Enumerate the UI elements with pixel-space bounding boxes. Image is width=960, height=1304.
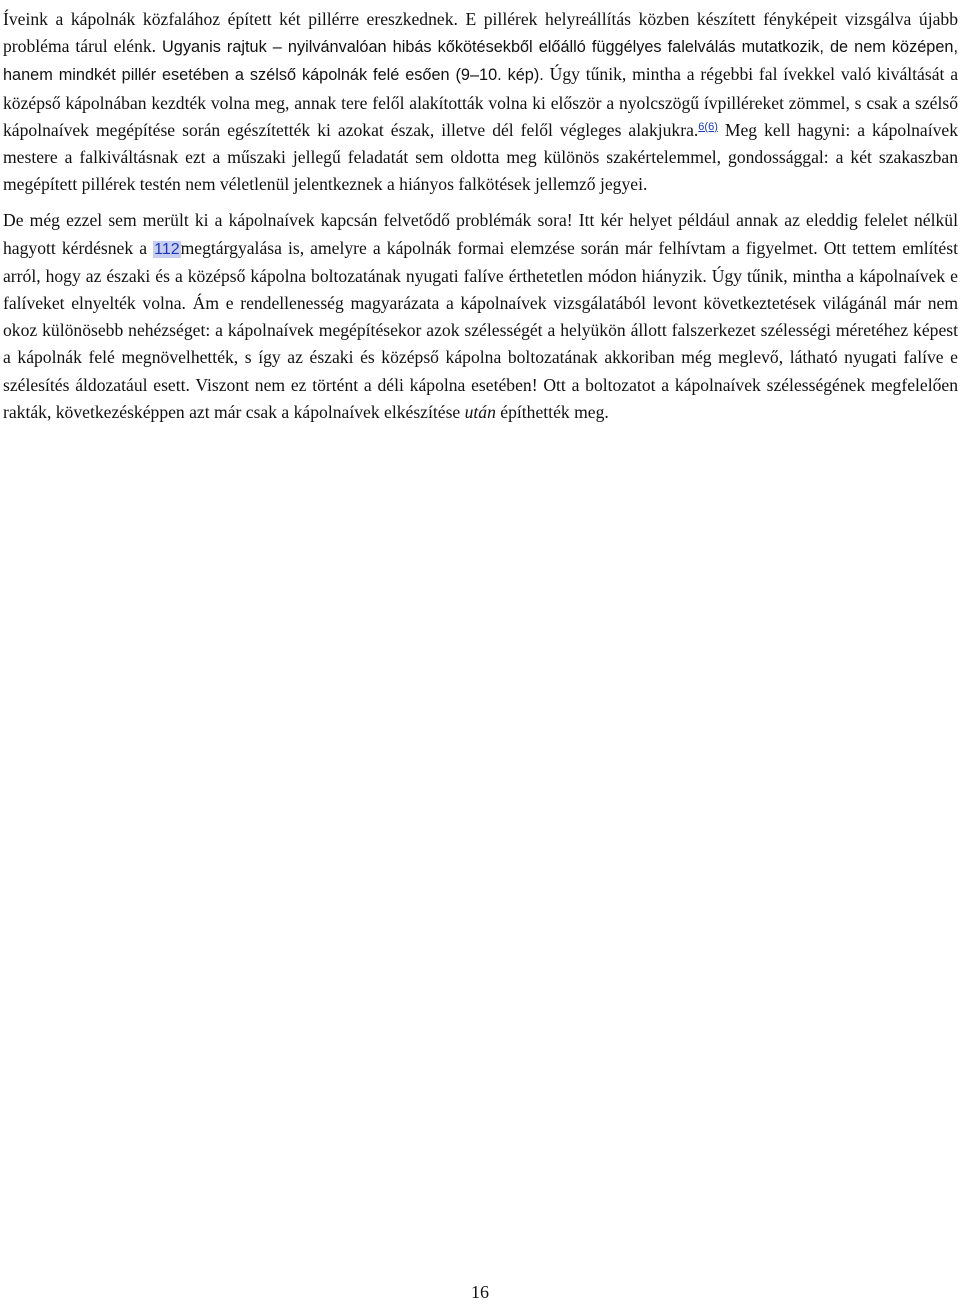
- paragraph-1-text-d: Meg kell hagyni: a kápolnaívek mestere a falkiváltásnak ezt a műszaki jellegű feladatát sem oldotta meg különös szakértelemmel, gondossággal: a két szakaszban megépített pillérek testén nem véletlenül jelentkeznek a hiányos falkötések jellemző jegyei.: [3, 119, 958, 195]
- paragraph-2-emphasis: után: [464, 401, 496, 422]
- footnote-link[interactable]: 6(6): [698, 120, 718, 133]
- paragraph-2-text-c: építhették meg.: [495, 401, 609, 422]
- page-number: 16: [471, 1282, 489, 1302]
- paragraph-2-text-a: De még ezzel sem merült ki a kápolnaívek kapcsán felvetődő problémák sora! Itt kér helyet például annak az eleddig felelet nélkül hagyott kérdésnek a: [3, 210, 958, 258]
- paragraph-2-text-b: megtárgyalása is, amelyre a kápolnák formai elemzése során már felhívtam a figyelmet. Ott tettem említést arról, hogy az északi és a középső kápolna boltozatának nyugati falíve érthetetlen módon hiányzik. Úgy tűnik, mintha a kápolnaívek e falíveket elnyelték volna. Ám e rendellenesség magyarázata a kápolnaívek vizsgálatából levont következtetések világánál már nem okoz különösebb nehézséget: a kápolnaívek megépítésekor azok szélességét a helyükön állott falszerkezet szélességi méretéhez képest a kápolnák felé megnövelhették, s így az északi és középső kápolna boltozatának akkoriban még meglevő, látható nyugati falíve e szélesítés áldozatául esett. Viszont nem ez történt a déli kápolna esetében! Ott a boltozatot a kápolnaívek szélességének megfelelően rakták, következésképpen azt már csak a kápolnaívek elkészítése: [3, 237, 958, 422]
- paragraph-2: [3, 207, 958, 426]
- paragraph-1-text-a: Íveink a kápolnák közfalához épített két pillérre ereszkednek. E pillérek helyreállítás közben készített fényképeit vizsgálva újabb probléma tárul elénk.: [3, 9, 958, 57]
- document-body: [3, 6, 958, 426]
- paragraph-1: [3, 6, 958, 198]
- paragraph-1-text-c: Úgy tűnik, mintha a régebbi fal ívekkel való kiváltását a középső kápolnában kezdték volna meg, annak tere felől alakították volna ki először a nyolcszögű ívpilléreket zömmel, s csak a szélső kápolnaívek megépítése során egészítették ki azokat észak, illetve dél felől végleges alakjukra.: [3, 64, 959, 140]
- paragraph-1-text-b: Ugyanis rajtuk – nyilvánvalóan hibás kőkötésekből előálló függélyes falelválás mutatkozik, de nem középen, hanem mindkét pillér esetében a szélső kápolnák felé esően (9–10. kép).: [3, 38, 958, 85]
- page-reference-link[interactable]: 112: [154, 240, 180, 258]
